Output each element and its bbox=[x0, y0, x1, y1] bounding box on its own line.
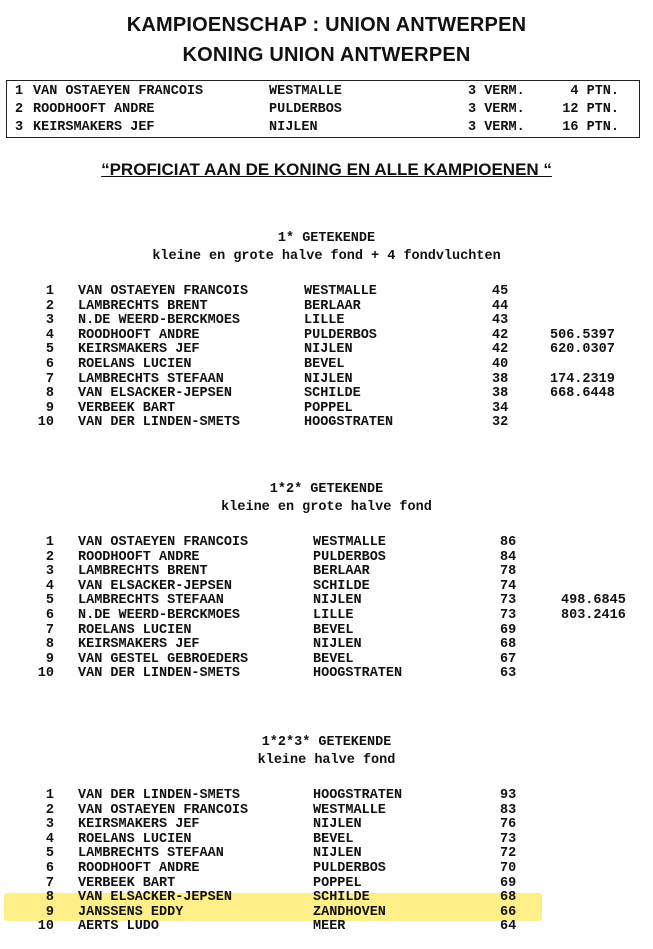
row-rank: 9 bbox=[45, 400, 54, 416]
koning-ptn: 16 PTN. bbox=[562, 120, 619, 135]
row-rank: 8 bbox=[45, 890, 54, 906]
koning-verm: 3 VERM. bbox=[468, 102, 525, 117]
row-rank: 1 bbox=[45, 788, 54, 803]
row-name: AERTS LUDO bbox=[78, 919, 160, 935]
row-points: 38 bbox=[492, 371, 509, 387]
row-place: POPPEL bbox=[304, 400, 353, 416]
row-rank: 5 bbox=[45, 342, 54, 358]
table-row bbox=[0, 564, 653, 579]
row-rank: 2 bbox=[45, 549, 54, 565]
row-extra: 498.6845 bbox=[561, 593, 626, 609]
koning-place: PULDERBOS bbox=[269, 102, 342, 117]
row-rank: 6 bbox=[45, 861, 54, 876]
row-name: N.DE WEERD-BERCKMOES bbox=[78, 608, 241, 623]
row-place: PULDERBOS bbox=[313, 861, 386, 876]
table-row bbox=[0, 342, 653, 357]
row-points: 83 bbox=[500, 802, 517, 818]
row-name: KEIRSMAKERS JEF bbox=[78, 342, 200, 358]
koning-verm: 3 VERM. bbox=[468, 84, 525, 99]
table-row bbox=[0, 919, 653, 934]
section-1-subheading: kleine en grote halve fond + 4 fondvluchten bbox=[152, 249, 501, 264]
row-points: 73 bbox=[500, 831, 517, 847]
row-name: LAMBRECHTS BRENT bbox=[78, 298, 208, 314]
row-place: BEVEL bbox=[313, 651, 354, 667]
table-row bbox=[0, 832, 653, 847]
row-place: NIJLEN bbox=[313, 637, 362, 653]
table-row bbox=[0, 284, 653, 299]
row-rank: 6 bbox=[45, 608, 54, 623]
row-place: BEVEL bbox=[304, 357, 345, 372]
row-name: LAMBRECHTS STEFAAN bbox=[78, 593, 224, 609]
row-points: 93 bbox=[500, 788, 517, 803]
row-place: WESTMALLE bbox=[313, 535, 386, 550]
row-place: PULDERBOS bbox=[313, 549, 386, 565]
table-row bbox=[0, 299, 653, 314]
koning-box bbox=[6, 80, 640, 138]
section-2-subheading: kleine en grote halve fond bbox=[221, 500, 432, 515]
congratulations-text: “PROFICIAT AAN DE KONING EN ALLE KAMPIOENEN “ bbox=[101, 160, 552, 179]
row-place: NIJLEN bbox=[313, 846, 362, 862]
koning-row bbox=[7, 102, 619, 120]
row-name: VAN DER LINDEN-SMETS bbox=[78, 415, 241, 431]
row-rank: 7 bbox=[45, 622, 54, 638]
section-3-heading: 1*2*3* GETEKENDE bbox=[261, 735, 392, 750]
table-row bbox=[0, 817, 653, 832]
row-name: LAMBRECHTS BRENT bbox=[78, 564, 208, 580]
row-points: 73 bbox=[500, 608, 517, 623]
koning-name: VAN OSTAEYEN FRANCOIS bbox=[33, 84, 204, 99]
row-points: 44 bbox=[492, 298, 509, 314]
row-place: BEVEL bbox=[313, 622, 354, 638]
row-rank: 7 bbox=[45, 875, 54, 891]
row-rank: 4 bbox=[45, 327, 54, 343]
row-rank: 9 bbox=[45, 651, 54, 667]
table-row bbox=[0, 593, 653, 608]
page-title-line1: KAMPIOENSCHAP : UNION ANTWERPEN bbox=[126, 14, 527, 36]
row-place: NIJLEN bbox=[313, 593, 362, 609]
row-place: WESTMALLE bbox=[313, 802, 386, 818]
row-points: 76 bbox=[500, 817, 517, 833]
row-rank: 10 bbox=[37, 919, 54, 935]
row-rank: 8 bbox=[45, 386, 54, 402]
row-rank: 2 bbox=[45, 298, 54, 314]
koning-name: ROODHOOFT ANDRE bbox=[33, 102, 155, 117]
row-points: 69 bbox=[500, 875, 517, 891]
row-place: SCHILDE bbox=[313, 578, 370, 594]
row-place: LILLE bbox=[313, 608, 354, 623]
table-row bbox=[0, 803, 653, 818]
koning-row bbox=[7, 120, 619, 138]
row-points: 32 bbox=[492, 415, 509, 431]
table-row bbox=[0, 666, 653, 681]
row-points: 38 bbox=[492, 386, 509, 402]
row-place: BEVEL bbox=[313, 831, 354, 847]
row-points: 86 bbox=[500, 535, 517, 550]
table-row bbox=[0, 415, 653, 430]
row-rank: 3 bbox=[45, 564, 54, 580]
row-points: 42 bbox=[492, 342, 509, 358]
table-row bbox=[0, 623, 653, 638]
row-name: VAN OSTAEYEN FRANCOIS bbox=[78, 535, 249, 550]
table-row bbox=[0, 608, 653, 623]
koning-row bbox=[7, 84, 619, 102]
table-row bbox=[0, 637, 653, 652]
row-points: 42 bbox=[492, 327, 509, 343]
table-row bbox=[0, 890, 653, 905]
row-name: VAN ELSACKER-JEPSEN bbox=[78, 386, 232, 402]
koning-rank: 1 bbox=[15, 84, 24, 99]
section-2-heading: 1*2* GETEKENDE bbox=[269, 482, 384, 497]
table-row bbox=[0, 357, 653, 372]
row-name: LAMBRECHTS STEFAAN bbox=[78, 846, 224, 862]
row-name: JANSSENS EDDY bbox=[78, 904, 184, 920]
koning-verm: 3 VERM. bbox=[468, 120, 525, 135]
row-extra: 506.5397 bbox=[550, 327, 615, 343]
row-name: VAN ELSACKER-JEPSEN bbox=[78, 578, 232, 594]
row-rank: 6 bbox=[45, 357, 54, 372]
table-row bbox=[0, 328, 653, 343]
row-place: HOOGSTRATEN bbox=[313, 666, 403, 682]
table-row bbox=[0, 652, 653, 667]
row-place: HOOGSTRATEN bbox=[304, 415, 394, 431]
row-name: N.DE WEERD-BERCKMOES bbox=[78, 313, 241, 329]
row-name: KEIRSMAKERS JEF bbox=[78, 817, 200, 833]
row-points: 40 bbox=[492, 357, 509, 372]
table-row bbox=[0, 861, 653, 876]
row-points: 69 bbox=[500, 622, 517, 638]
row-rank: 4 bbox=[45, 831, 54, 847]
row-name: VAN GESTEL GEBROEDERS bbox=[78, 651, 249, 667]
row-name: KEIRSMAKERS JEF bbox=[78, 637, 200, 653]
row-rank: 1 bbox=[45, 535, 54, 550]
row-rank: 5 bbox=[45, 593, 54, 609]
row-points: 64 bbox=[500, 919, 517, 935]
row-place: NIJLEN bbox=[304, 342, 353, 358]
table-row bbox=[0, 876, 653, 891]
row-name: LAMBRECHTS STEFAAN bbox=[78, 371, 224, 387]
row-rank: 2 bbox=[45, 802, 54, 818]
row-name: ROODHOOFT ANDRE bbox=[78, 327, 200, 343]
table-row bbox=[0, 313, 653, 328]
row-extra: 803.2416 bbox=[561, 608, 626, 623]
row-place: SCHILDE bbox=[313, 890, 370, 906]
row-place: HOOGSTRATEN bbox=[313, 788, 403, 803]
table-row bbox=[0, 788, 653, 803]
row-name: VAN ELSACKER-JEPSEN bbox=[78, 890, 232, 906]
row-rank: 10 bbox=[37, 666, 54, 682]
row-points: 84 bbox=[500, 549, 517, 565]
row-name: ROODHOOFT ANDRE bbox=[78, 549, 200, 565]
row-rank: 5 bbox=[45, 846, 54, 862]
section-3-subheading: kleine halve fond bbox=[257, 753, 396, 768]
row-points: 45 bbox=[492, 284, 509, 299]
koning-ptn: 4 PTN. bbox=[570, 84, 619, 99]
row-name: VERBEEK BART bbox=[78, 875, 176, 891]
koning-name: KEIRSMAKERS JEF bbox=[33, 120, 155, 135]
table-row bbox=[0, 386, 653, 401]
table-row bbox=[0, 401, 653, 416]
koning-ptn: 12 PTN. bbox=[562, 102, 619, 117]
row-rank: 4 bbox=[45, 578, 54, 594]
row-name: VAN DER LINDEN-SMETS bbox=[78, 666, 241, 682]
row-place: ZANDHOVEN bbox=[313, 904, 386, 920]
row-points: 67 bbox=[500, 651, 517, 667]
row-extra: 174.2319 bbox=[550, 371, 615, 387]
table-row bbox=[0, 846, 653, 861]
row-place: MEER bbox=[313, 919, 346, 935]
row-rank: 3 bbox=[45, 313, 54, 329]
table-row bbox=[0, 550, 653, 565]
row-place: WESTMALLE bbox=[304, 284, 377, 299]
row-points: 63 bbox=[500, 666, 517, 682]
row-name: VERBEEK BART bbox=[78, 400, 176, 416]
page-title-line2: KONING UNION ANTWERPEN bbox=[182, 44, 471, 66]
section-1-heading: 1* GETEKENDE bbox=[277, 231, 376, 246]
row-points: 34 bbox=[492, 400, 509, 416]
row-points: 68 bbox=[500, 637, 517, 653]
row-points: 73 bbox=[500, 593, 517, 609]
koning-place: NIJLEN bbox=[269, 120, 318, 135]
koning-rank: 2 bbox=[15, 102, 24, 117]
row-name: ROELANS LUCIEN bbox=[78, 622, 192, 638]
row-rank: 8 bbox=[45, 637, 54, 653]
table-row bbox=[0, 535, 653, 550]
row-place: LILLE bbox=[304, 313, 345, 329]
row-place: BERLAAR bbox=[313, 564, 370, 580]
row-place: POPPEL bbox=[313, 875, 362, 891]
row-place: PULDERBOS bbox=[304, 327, 377, 343]
row-rank: 10 bbox=[37, 415, 54, 431]
row-rank: 1 bbox=[45, 284, 54, 299]
row-points: 72 bbox=[500, 846, 517, 862]
row-extra: 620.0307 bbox=[550, 342, 615, 358]
row-name: VAN OSTAEYEN FRANCOIS bbox=[78, 284, 249, 299]
table-row bbox=[0, 579, 653, 594]
row-points: 68 bbox=[500, 890, 517, 906]
row-points: 78 bbox=[500, 564, 517, 580]
table-row bbox=[0, 905, 653, 920]
row-place: SCHILDE bbox=[304, 386, 361, 402]
row-place: NIJLEN bbox=[304, 371, 353, 387]
row-name: ROELANS LUCIEN bbox=[78, 831, 192, 847]
row-rank: 3 bbox=[45, 817, 54, 833]
row-points: 43 bbox=[492, 313, 509, 329]
row-name: VAN DER LINDEN-SMETS bbox=[78, 788, 241, 803]
koning-rank: 3 bbox=[15, 120, 24, 135]
row-rank: 7 bbox=[45, 371, 54, 387]
row-name: ROODHOOFT ANDRE bbox=[78, 861, 200, 876]
row-place: NIJLEN bbox=[313, 817, 362, 833]
row-name: ROELANS LUCIEN bbox=[78, 357, 192, 372]
row-name: VAN OSTAEYEN FRANCOIS bbox=[78, 802, 249, 818]
koning-place: WESTMALLE bbox=[269, 84, 342, 99]
row-extra: 668.6448 bbox=[550, 386, 615, 402]
row-place: BERLAAR bbox=[304, 298, 361, 314]
row-points: 66 bbox=[500, 904, 517, 920]
table-row bbox=[0, 372, 653, 387]
row-points: 74 bbox=[500, 578, 517, 594]
row-points: 70 bbox=[500, 861, 517, 876]
row-rank: 9 bbox=[45, 904, 54, 920]
